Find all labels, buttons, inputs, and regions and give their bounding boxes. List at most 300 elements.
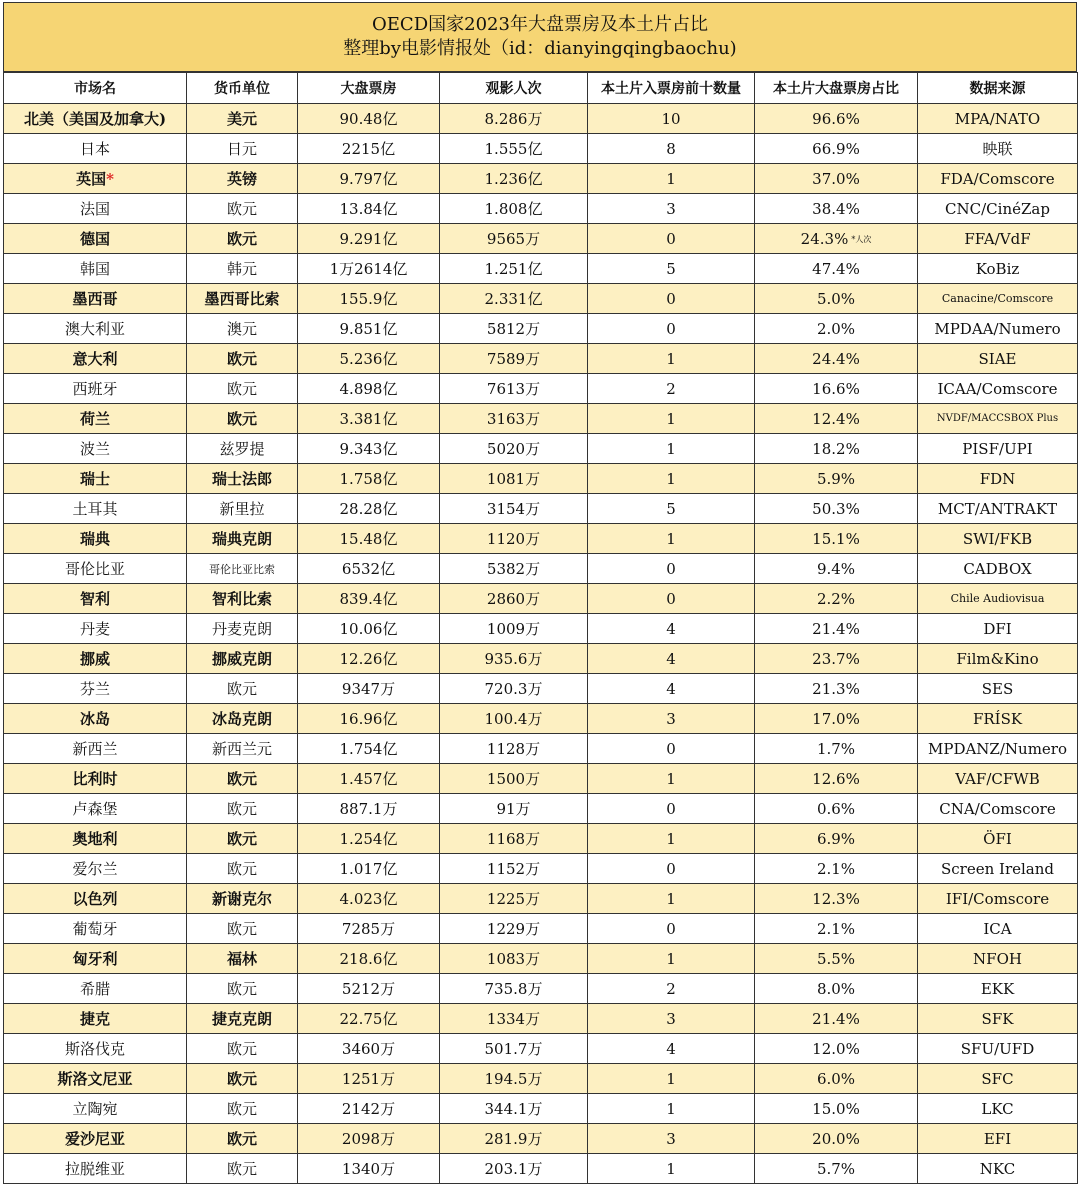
source-cell bbox=[918, 284, 1078, 314]
box-office-cell bbox=[298, 104, 440, 134]
table-row bbox=[4, 344, 1078, 374]
admissions-cell bbox=[440, 104, 588, 134]
admissions-cell-text: 3163万 bbox=[486, 410, 541, 428]
share-cell bbox=[755, 164, 918, 194]
table-row bbox=[4, 1124, 1078, 1154]
header-currency: 货币单位 bbox=[187, 73, 298, 104]
market-cell-text: 比利时 bbox=[72, 770, 118, 788]
box-office-cell-text: 28.28亿 bbox=[339, 500, 398, 518]
admissions-cell-text: 1225万 bbox=[486, 890, 541, 908]
market-cell bbox=[4, 794, 187, 824]
share-cell-text: 0.6% bbox=[816, 799, 856, 818]
currency-cell-text: 欧元 bbox=[226, 230, 257, 248]
box-office-cell-text: 2142万 bbox=[341, 1100, 396, 1118]
table-row bbox=[4, 314, 1078, 344]
share-cell-text: 15.0% bbox=[812, 1099, 860, 1118]
top10-cell bbox=[588, 104, 755, 134]
admissions-cell bbox=[440, 164, 588, 194]
box-office-cell-text: 1.457亿 bbox=[339, 770, 398, 788]
market-cell-text: 葡萄牙 bbox=[72, 920, 118, 938]
market-cell-text: 智利 bbox=[79, 590, 110, 608]
table-row bbox=[4, 674, 1078, 704]
source-cell bbox=[918, 614, 1078, 644]
currency-cell-text: 瑞士法郎 bbox=[211, 470, 272, 488]
share-cell bbox=[755, 314, 918, 344]
top10-cell-text: 5 bbox=[666, 499, 676, 518]
admissions-cell-text: 7613万 bbox=[486, 380, 541, 398]
currency-cell-text: 澳元 bbox=[226, 320, 257, 338]
source-cell-text: SFC bbox=[981, 1069, 1014, 1088]
box-office-cell bbox=[298, 674, 440, 704]
top10-cell bbox=[588, 254, 755, 284]
table-row bbox=[4, 434, 1078, 464]
top10-cell-text: 4 bbox=[666, 1039, 676, 1058]
market-cell bbox=[4, 1064, 187, 1094]
admissions-cell-text: 5382万 bbox=[486, 560, 541, 578]
table-row bbox=[4, 254, 1078, 284]
market-cell bbox=[4, 854, 187, 884]
source-cell bbox=[918, 104, 1078, 134]
top10-cell-text: 1 bbox=[666, 409, 676, 428]
top10-cell bbox=[588, 314, 755, 344]
market-cell-text: 瑞士 bbox=[79, 470, 110, 488]
table-row bbox=[4, 1034, 1078, 1064]
header-box-office: 大盘票房 bbox=[298, 73, 440, 104]
top10-cell-text: 8 bbox=[666, 139, 676, 158]
source-cell bbox=[918, 974, 1078, 1004]
top10-cell-text: 2 bbox=[666, 379, 676, 398]
source-cell bbox=[918, 644, 1078, 674]
box-office-cell bbox=[298, 704, 440, 734]
share-cell bbox=[755, 374, 918, 404]
currency-cell bbox=[187, 764, 298, 794]
share-cell-text: 18.2% bbox=[812, 439, 860, 458]
share-cell bbox=[755, 974, 918, 1004]
admissions-cell-text: 1152万 bbox=[486, 860, 541, 878]
share-cell-text: 12.6% bbox=[812, 769, 860, 788]
source-cell-text: IFI/Comscore bbox=[945, 889, 1050, 908]
admissions-cell bbox=[440, 914, 588, 944]
market-cell-text: 土耳其 bbox=[72, 500, 118, 518]
admissions-cell-text: 1.808亿 bbox=[484, 200, 543, 218]
share-cell-text: 2.1% bbox=[816, 919, 856, 938]
market-cell bbox=[4, 1124, 187, 1154]
top10-cell bbox=[588, 1034, 755, 1064]
admissions-cell-text: 735.8万 bbox=[484, 980, 543, 998]
share-cell-text: 20.0% bbox=[812, 1129, 860, 1148]
admissions-cell-text: 501.7万 bbox=[484, 1040, 543, 1058]
market-cell-text: 北美（美国及加拿大) bbox=[23, 110, 167, 128]
market-cell-text: 西班牙 bbox=[72, 380, 118, 398]
currency-cell-text: 新西兰元 bbox=[211, 740, 272, 758]
share-cell bbox=[755, 854, 918, 884]
currency-cell bbox=[187, 644, 298, 674]
share-cell-text: 21.3% bbox=[812, 679, 860, 698]
currency-cell bbox=[187, 314, 298, 344]
table-row bbox=[4, 764, 1078, 794]
market-cell bbox=[4, 434, 187, 464]
top10-cell-text: 4 bbox=[666, 649, 676, 668]
share-cell bbox=[755, 764, 918, 794]
table-row bbox=[4, 794, 1078, 824]
box-office-cell bbox=[298, 644, 440, 674]
source-cell bbox=[918, 224, 1078, 254]
share-cell-text: 12.4% bbox=[812, 409, 860, 428]
top10-cell bbox=[588, 374, 755, 404]
share-cell-text: 16.6% bbox=[812, 379, 860, 398]
source-cell-text: CNC/CinéZap bbox=[945, 199, 1050, 218]
source-cell bbox=[918, 524, 1078, 554]
admissions-cell-text: 8.286万 bbox=[484, 110, 543, 128]
admissions-cell bbox=[440, 284, 588, 314]
box-office-cell bbox=[298, 824, 440, 854]
admissions-cell bbox=[440, 674, 588, 704]
currency-cell-text: 冰岛克朗 bbox=[211, 710, 272, 728]
market-cell-text: 芬兰 bbox=[79, 680, 110, 698]
share-cell bbox=[755, 104, 918, 134]
table-row bbox=[4, 194, 1078, 224]
market-cell-text: 丹麦 bbox=[79, 620, 110, 638]
box-office-cell-text: 2215亿 bbox=[341, 140, 396, 158]
title-line-1: OECD国家2023年大盘票房及本土片占比 bbox=[372, 14, 708, 35]
market-cell bbox=[4, 884, 187, 914]
currency-cell bbox=[187, 524, 298, 554]
box-office-cell bbox=[298, 194, 440, 224]
admissions-cell bbox=[440, 524, 588, 554]
source-cell-text: ÖFI bbox=[983, 829, 1012, 848]
market-cell-text: 澳大利亚 bbox=[64, 320, 125, 338]
market-cell-text: 以色列 bbox=[72, 890, 118, 908]
currency-cell-text: 新谢克尔 bbox=[211, 890, 272, 908]
share-cell-text: 6.9% bbox=[816, 829, 856, 848]
source-cell bbox=[918, 674, 1078, 704]
box-office-cell-text: 155.9亿 bbox=[339, 290, 398, 308]
report-container bbox=[3, 2, 1077, 1184]
market-cell bbox=[4, 944, 187, 974]
box-office-cell bbox=[298, 1124, 440, 1154]
share-cell bbox=[755, 704, 918, 734]
source-cell-text: MCT/ANTRAKT bbox=[937, 499, 1058, 518]
top10-cell-text: 0 bbox=[666, 859, 676, 878]
share-cell bbox=[755, 614, 918, 644]
top10-cell bbox=[588, 1154, 755, 1184]
source-cell-text: EFI bbox=[983, 1129, 1012, 1148]
share-cell bbox=[755, 1124, 918, 1154]
admissions-cell bbox=[440, 194, 588, 224]
source-cell bbox=[918, 164, 1078, 194]
market-cell bbox=[4, 974, 187, 1004]
source-cell-text: NKC bbox=[979, 1159, 1016, 1178]
market-cell-text: 波兰 bbox=[79, 440, 110, 458]
table-row bbox=[4, 854, 1078, 884]
market-cell bbox=[4, 344, 187, 374]
box-office-cell-text: 3460万 bbox=[341, 1040, 396, 1058]
market-cell-text: 日本 bbox=[79, 140, 110, 158]
currency-cell-text: 欧元 bbox=[226, 1160, 257, 1178]
box-office-cell-text: 1.254亿 bbox=[339, 830, 398, 848]
market-cell bbox=[4, 374, 187, 404]
source-cell bbox=[918, 374, 1078, 404]
box-office-cell-text: 13.84亿 bbox=[339, 200, 398, 218]
box-office-cell bbox=[298, 314, 440, 344]
currency-cell-text: 欧元 bbox=[226, 1100, 257, 1118]
currency-cell bbox=[187, 674, 298, 704]
top10-cell-text: 1 bbox=[666, 349, 676, 368]
table-row bbox=[4, 164, 1078, 194]
admissions-cell bbox=[440, 1094, 588, 1124]
market-cell-text: 韩国 bbox=[79, 260, 110, 278]
currency-cell-text: 欧元 bbox=[226, 860, 257, 878]
top10-cell bbox=[588, 1094, 755, 1124]
source-cell-text: Screen Ireland bbox=[940, 859, 1054, 878]
share-cell-text: 17.0% bbox=[812, 709, 860, 728]
table-row bbox=[4, 734, 1078, 764]
top10-cell bbox=[588, 644, 755, 674]
box-office-cell bbox=[298, 764, 440, 794]
market-cell bbox=[4, 764, 187, 794]
currency-cell bbox=[187, 884, 298, 914]
source-cell-text: MPA/NATO bbox=[954, 109, 1041, 128]
table-row bbox=[4, 554, 1078, 584]
top10-cell-text: 0 bbox=[666, 289, 676, 308]
source-cell-text: NFOH bbox=[973, 949, 1022, 968]
share-cell bbox=[755, 644, 918, 674]
admissions-cell bbox=[440, 1124, 588, 1154]
share-cell-text: 21.4% bbox=[812, 1009, 860, 1028]
share-cell bbox=[755, 284, 918, 314]
share-cell-text: 12.3% bbox=[812, 889, 860, 908]
top10-cell-text: 3 bbox=[666, 709, 676, 728]
market-cell bbox=[4, 674, 187, 704]
table-row bbox=[4, 944, 1078, 974]
admissions-cell bbox=[440, 764, 588, 794]
table-row bbox=[4, 404, 1078, 434]
top10-cell bbox=[588, 1064, 755, 1094]
top10-cell-text: 0 bbox=[666, 559, 676, 578]
source-cell bbox=[918, 254, 1078, 284]
top10-cell-text: 3 bbox=[666, 1009, 676, 1028]
currency-cell-text: 瑞典克朗 bbox=[211, 530, 272, 548]
box-office-cell-text: 1.758亿 bbox=[339, 470, 398, 488]
top10-cell bbox=[588, 284, 755, 314]
currency-cell bbox=[187, 434, 298, 464]
source-cell-text: FRÍSK bbox=[972, 709, 1023, 728]
source-cell-text: NVDF/MACCSBOX Plus bbox=[936, 413, 1059, 424]
box-office-cell bbox=[298, 464, 440, 494]
top10-cell bbox=[588, 1124, 755, 1154]
currency-cell bbox=[187, 584, 298, 614]
currency-cell-text: 欧元 bbox=[226, 380, 257, 398]
box-office-cell bbox=[298, 134, 440, 164]
market-cell bbox=[4, 254, 187, 284]
share-cell-text: 96.6% bbox=[812, 109, 860, 128]
admissions-cell-text: 2.331亿 bbox=[484, 290, 543, 308]
market-cell-text: 斯洛伐克 bbox=[64, 1040, 125, 1058]
share-cell-text: 23.7% bbox=[812, 649, 860, 668]
header-source: 数据来源 bbox=[918, 73, 1078, 104]
source-cell bbox=[918, 1124, 1078, 1154]
admissions-cell-text: 1083万 bbox=[486, 950, 541, 968]
admissions-cell-text: 720.3万 bbox=[484, 680, 543, 698]
box-office-table bbox=[3, 72, 1078, 1184]
top10-cell-text: 1 bbox=[666, 439, 676, 458]
box-office-cell-text: 5.236亿 bbox=[339, 350, 398, 368]
share-cell bbox=[755, 884, 918, 914]
table-row bbox=[4, 494, 1078, 524]
admissions-cell-text: 1500万 bbox=[486, 770, 541, 788]
market-cell bbox=[4, 1034, 187, 1064]
currency-cell-text: 欧元 bbox=[226, 980, 257, 998]
box-office-cell-text: 1.017亿 bbox=[339, 860, 398, 878]
currency-cell-text: 韩元 bbox=[226, 260, 257, 278]
top10-cell-text: 3 bbox=[666, 1129, 676, 1148]
top10-cell bbox=[588, 134, 755, 164]
currency-cell-text: 欧元 bbox=[226, 800, 257, 818]
source-cell bbox=[918, 1154, 1078, 1184]
currency-cell-text: 捷克克朗 bbox=[211, 1010, 272, 1028]
currency-cell bbox=[187, 734, 298, 764]
currency-cell bbox=[187, 464, 298, 494]
source-cell-text: EKK bbox=[980, 979, 1015, 998]
admissions-cell-text: 91万 bbox=[496, 800, 531, 818]
asterisk-mark: * bbox=[106, 170, 114, 188]
admissions-cell-text: 1128万 bbox=[486, 740, 541, 758]
table-row bbox=[4, 884, 1078, 914]
source-cell-text: SFK bbox=[981, 1009, 1014, 1028]
share-cell-text: 5.7% bbox=[816, 1159, 856, 1178]
market-cell bbox=[4, 224, 187, 254]
market-cell bbox=[4, 1004, 187, 1034]
currency-cell bbox=[187, 194, 298, 224]
currency-cell-text: 欧元 bbox=[226, 410, 257, 428]
box-office-cell bbox=[298, 1154, 440, 1184]
currency-cell bbox=[187, 254, 298, 284]
currency-cell-text: 英镑 bbox=[226, 170, 257, 188]
box-office-cell-text: 15.48亿 bbox=[339, 530, 398, 548]
admissions-cell bbox=[440, 734, 588, 764]
source-cell-text: CNA/Comscore bbox=[939, 799, 1056, 818]
currency-cell-text: 福林 bbox=[226, 950, 257, 968]
source-cell bbox=[918, 194, 1078, 224]
share-cell bbox=[755, 1094, 918, 1124]
market-cell-text: 奥地利 bbox=[72, 830, 118, 848]
currency-cell bbox=[187, 854, 298, 884]
currency-cell-text: 欧元 bbox=[226, 680, 257, 698]
table-title bbox=[3, 2, 1077, 72]
share-cell-text: 1.7% bbox=[816, 739, 856, 758]
share-cell-text: 5.5% bbox=[816, 949, 856, 968]
admissions-cell-text: 203.1万 bbox=[484, 1160, 543, 1178]
admissions-cell bbox=[440, 1034, 588, 1064]
source-cell-text: KoBiz bbox=[975, 259, 1020, 278]
box-office-cell-text: 5212万 bbox=[341, 980, 396, 998]
currency-cell bbox=[187, 224, 298, 254]
top10-cell bbox=[588, 674, 755, 704]
top10-cell bbox=[588, 434, 755, 464]
source-cell bbox=[918, 1094, 1078, 1124]
market-cell bbox=[4, 194, 187, 224]
header-admissions: 观影人次 bbox=[440, 73, 588, 104]
top10-cell bbox=[588, 704, 755, 734]
box-office-cell bbox=[298, 404, 440, 434]
market-cell bbox=[4, 554, 187, 584]
top10-cell-text: 5 bbox=[666, 259, 676, 278]
box-office-cell-text: 9.797亿 bbox=[339, 170, 398, 188]
market-cell bbox=[4, 824, 187, 854]
table-row bbox=[4, 1154, 1078, 1184]
source-cell-text: CADBOX bbox=[963, 559, 1032, 578]
market-cell-text: 卢森堡 bbox=[72, 800, 118, 818]
share-cell bbox=[755, 734, 918, 764]
share-cell bbox=[755, 494, 918, 524]
share-cell-text: 47.4% bbox=[812, 259, 860, 278]
currency-cell bbox=[187, 794, 298, 824]
share-cell bbox=[755, 434, 918, 464]
top10-cell-text: 0 bbox=[666, 589, 676, 608]
market-cell-text: 拉脱维亚 bbox=[64, 1160, 125, 1178]
admissions-cell-text: 1081万 bbox=[486, 470, 541, 488]
source-cell-text: SIAE bbox=[978, 349, 1017, 368]
box-office-cell-text: 12.26亿 bbox=[339, 650, 398, 668]
admissions-cell bbox=[440, 854, 588, 884]
share-cell bbox=[755, 824, 918, 854]
source-cell-text: FDN bbox=[979, 469, 1016, 488]
top10-cell bbox=[588, 494, 755, 524]
currency-cell bbox=[187, 374, 298, 404]
admissions-cell-text: 9565万 bbox=[486, 230, 541, 248]
source-cell bbox=[918, 1034, 1078, 1064]
table-row bbox=[4, 284, 1078, 314]
box-office-cell-text: 6532亿 bbox=[341, 560, 396, 578]
top10-cell bbox=[588, 224, 755, 254]
currency-cell-text: 欧元 bbox=[226, 1070, 257, 1088]
box-office-cell-text: 22.75亿 bbox=[339, 1010, 398, 1028]
market-cell-text: 挪威 bbox=[79, 650, 110, 668]
share-cell-text: 21.4% bbox=[812, 619, 860, 638]
table-row bbox=[4, 824, 1078, 854]
market-cell-text: 斯洛文尼亚 bbox=[57, 1070, 133, 1088]
admissions-cell bbox=[440, 1004, 588, 1034]
admissions-cell bbox=[440, 884, 588, 914]
share-cell bbox=[755, 134, 918, 164]
box-office-cell-text: 1.754亿 bbox=[339, 740, 398, 758]
top10-cell bbox=[588, 614, 755, 644]
market-cell-text: 爱沙尼亚 bbox=[64, 1130, 125, 1148]
admissions-cell bbox=[440, 794, 588, 824]
admissions-cell bbox=[440, 614, 588, 644]
box-office-cell bbox=[298, 584, 440, 614]
table-row bbox=[4, 464, 1078, 494]
admissions-cell-text: 935.6万 bbox=[484, 650, 543, 668]
admissions-cell bbox=[440, 704, 588, 734]
admissions-cell-text: 2860万 bbox=[486, 590, 541, 608]
market-cell-text: 立陶宛 bbox=[72, 1100, 118, 1118]
source-cell bbox=[918, 884, 1078, 914]
box-office-cell bbox=[298, 884, 440, 914]
title-line-2: 整理by电影情报处（id：dianyingqingbaochu) bbox=[343, 38, 737, 59]
source-cell bbox=[918, 404, 1078, 434]
share-cell-text: 2.0% bbox=[816, 319, 856, 338]
market-cell-text: 匈牙利 bbox=[72, 950, 118, 968]
market-cell bbox=[4, 734, 187, 764]
admissions-cell-text: 344.1万 bbox=[484, 1100, 543, 1118]
share-cell-text: 15.1% bbox=[812, 529, 860, 548]
share-cell-text: 38.4% bbox=[812, 199, 860, 218]
top10-cell-text: 1 bbox=[666, 469, 676, 488]
source-cell bbox=[918, 914, 1078, 944]
source-cell bbox=[918, 734, 1078, 764]
currency-cell bbox=[187, 1064, 298, 1094]
